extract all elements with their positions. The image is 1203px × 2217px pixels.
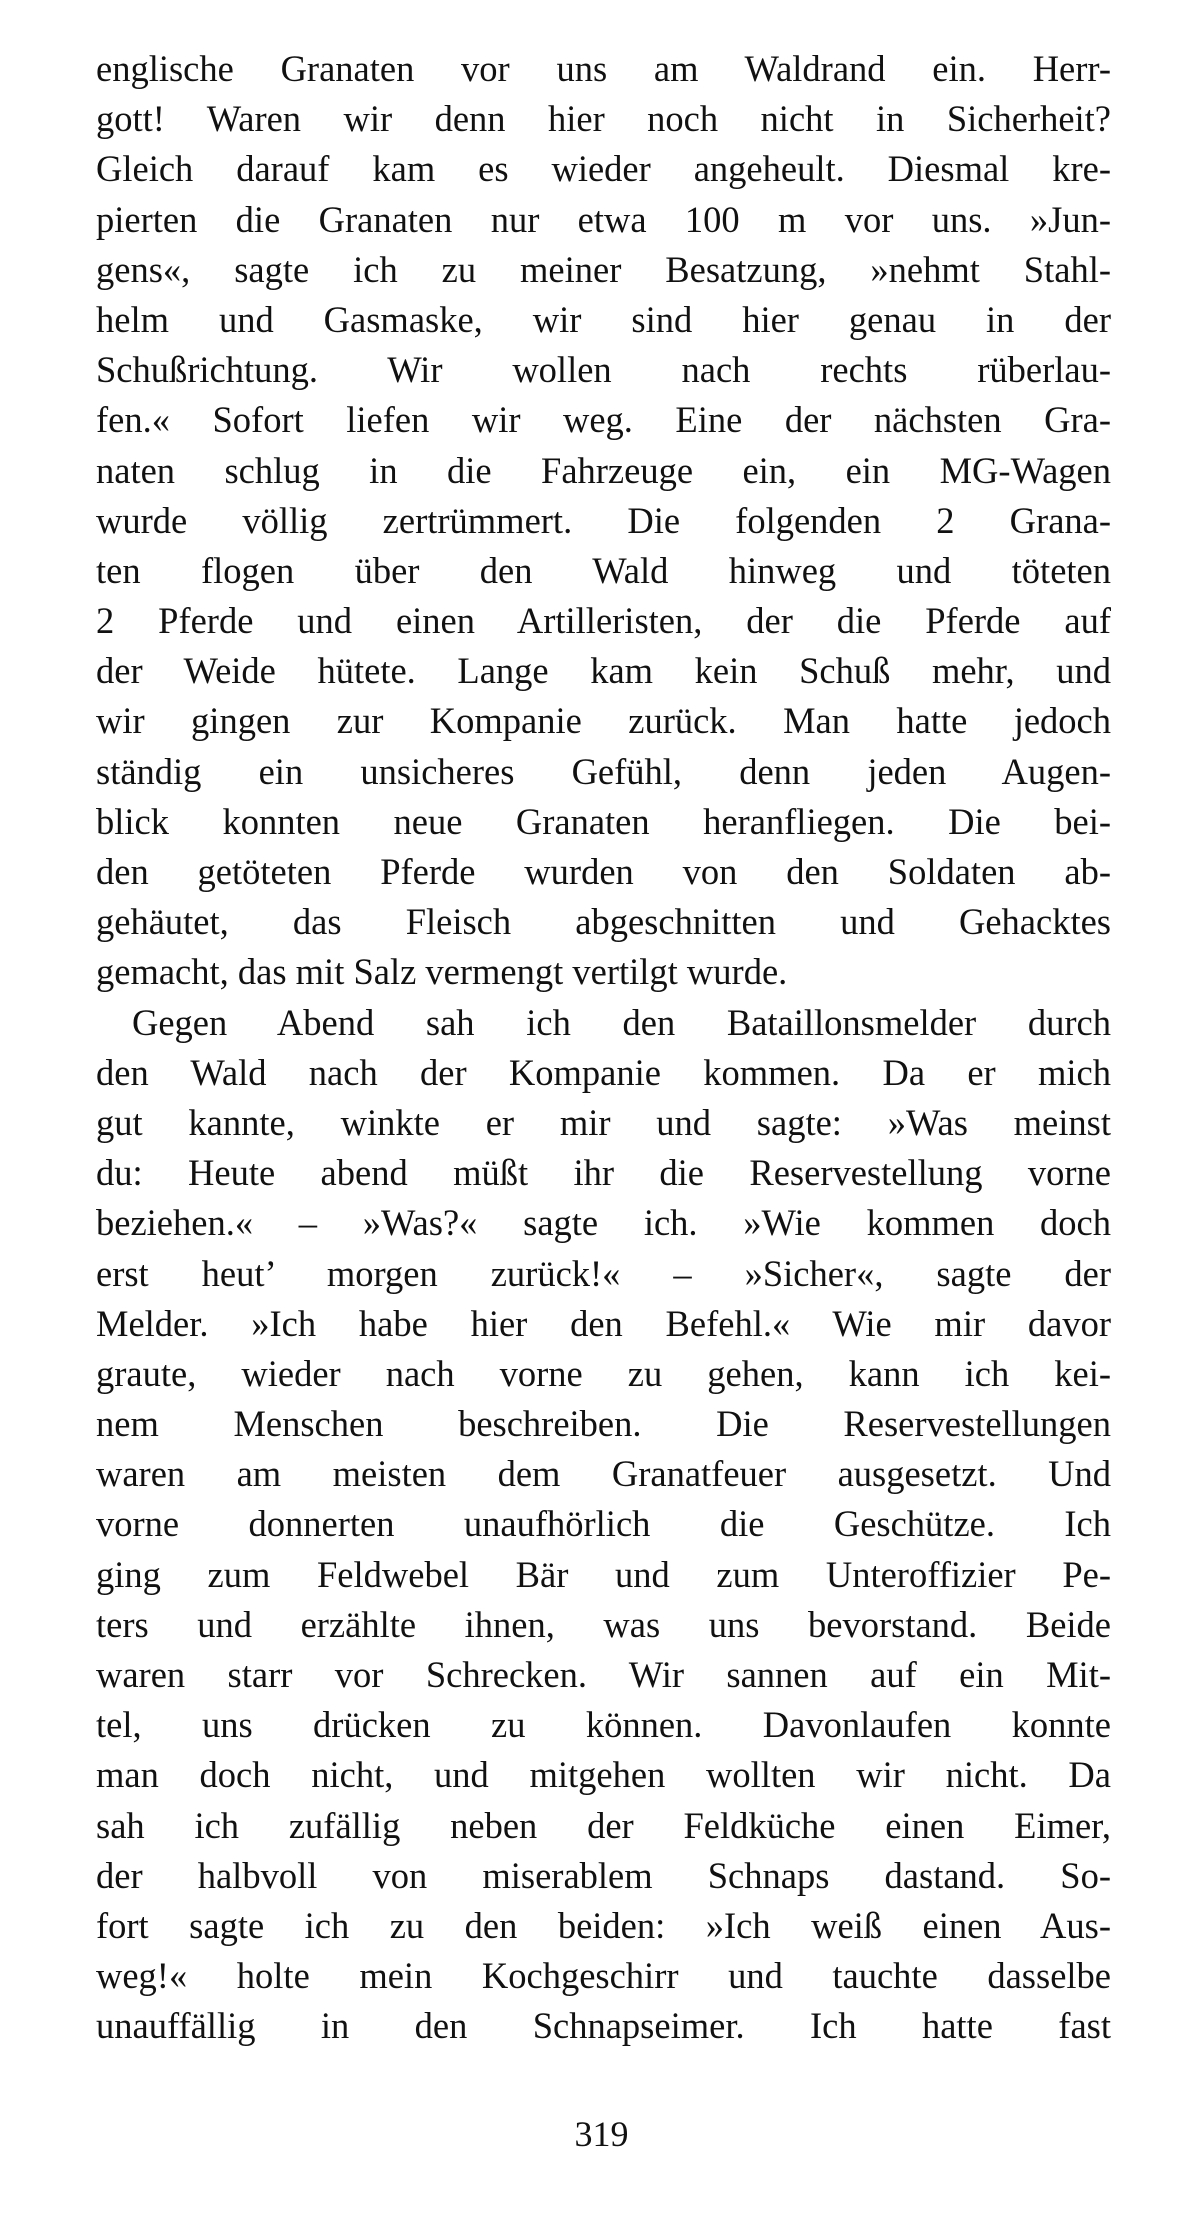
text-line: gehäutet, das Fleisch abgeschnitten und Gehacktes — [96, 901, 1111, 943]
text-line: waren starr vor Schrecken. Wir sannen auf ein Mit- — [96, 1654, 1111, 1695]
text-line: fort sagte ich zu den beiden: »Ich weiß einen Aus- — [96, 1904, 1111, 1946]
text-line: den Wald nach der Kompanie kommen. Da er mich — [96, 1051, 1111, 1093]
text-line: der Weide hütete. Lange kam kein Schuß mehr, und — [96, 650, 1111, 692]
text-line: du: Heute abend müßt ihr die Reservestellung vorne — [96, 1152, 1111, 1194]
text-line: Melder. »Ich habe hier den Befehl.« Wie mir davor — [96, 1302, 1111, 1344]
page-number: 319 — [574, 2114, 629, 2154]
text-line: gut kannte, winkte er mir und sagte: »Was meinst — [96, 1101, 1111, 1143]
text-line: ten flogen über den Wald hinweg und töteten — [96, 549, 1111, 591]
text-line: graute, wieder nach vorne zu gehen, kann ich kei- — [96, 1352, 1111, 1394]
text-line: erst heut’ morgen zurück!« – »Sicher«, sagte der — [96, 1252, 1111, 1294]
text-line: tel, uns drücken zu können. Davonlaufen konnte — [96, 1704, 1111, 1746]
text-line: weg!« holte mein Kochgeschirr und tauchte dasselbe — [96, 1955, 1111, 1997]
text-line: naten schlug in die Fahrzeuge ein, ein MG-Wagen — [96, 449, 1111, 491]
text-line: wurde völlig zertrümmert. Die folgenden 2 Grana- — [96, 499, 1111, 541]
text-line: gemacht, das mit Salz vermengt vertilgt wurde. — [96, 951, 788, 993]
text-line: der halbvoll von miserablem Schnaps dastand. So- — [96, 1854, 1111, 1896]
text-line: ters und erzählte ihnen, was uns bevorstand. Beide — [96, 1603, 1111, 1645]
text-line: Gegen Abend sah ich den Bataillonsmelder durch — [132, 1001, 1111, 1043]
text-line: pierten die Granaten nur etwa 100 m vor uns. »Jun- — [96, 198, 1111, 240]
text-line: gott! Waren wir denn hier noch nicht in Sicherheit? — [96, 98, 1111, 140]
text-line: sah ich zufällig neben der Feldküche einen Eimer, — [96, 1804, 1111, 1846]
text-line: vorne donnerten unaufhörlich die Geschütze. Ich — [96, 1503, 1111, 1545]
text-line: den getöteten Pferde wurden von den Soldaten ab- — [96, 851, 1111, 892]
text-line: beziehen.« – »Was?« sagte ich. »Wie kommen doch — [96, 1202, 1111, 1244]
text-line: nem Menschen beschreiben. Die Reservestellungen — [96, 1403, 1111, 1445]
text-line: blick konnten neue Granaten heranfliegen. Die bei- — [96, 800, 1111, 842]
text-line: 2 Pferde und einen Artilleristen, der die Pferde auf — [96, 600, 1111, 642]
text-line: Gleich darauf kam es wieder angeheult. Diesmal kre- — [96, 148, 1111, 190]
text-line: wir gingen zur Kompanie zurück. Man hatte jedoch — [96, 700, 1111, 742]
text-line: ging zum Feldwebel Bär und zum Unteroffizier Pe- — [96, 1553, 1111, 1595]
text-line: fen.« Sofort liefen wir weg. Eine der nächsten Gra- — [96, 399, 1111, 441]
text-line: unauffällig in den Schnapseimer. Ich hatte fast — [96, 2005, 1111, 2047]
text-line: Schußrichtung. Wir wollen nach rechts rüberlau- — [96, 349, 1111, 391]
text-line: ständig ein unsicheres Gefühl, denn jeden Augen- — [96, 750, 1111, 792]
text-line: englische Granaten vor uns am Waldrand ein. Herr- — [96, 48, 1111, 89]
text-line: waren am meisten dem Granatfeuer ausgesetzt. Und — [96, 1453, 1111, 1495]
body-text — [96, 44, 1111, 2052]
text-line: man doch nicht, und mitgehen wollten wir nicht. Da — [96, 1754, 1111, 1796]
text-line: gens«, sagte ich zu meiner Besatzung, »nehmt Stahl- — [96, 248, 1111, 290]
text-line: helm und Gasmaske, wir sind hier genau in der — [96, 298, 1111, 340]
